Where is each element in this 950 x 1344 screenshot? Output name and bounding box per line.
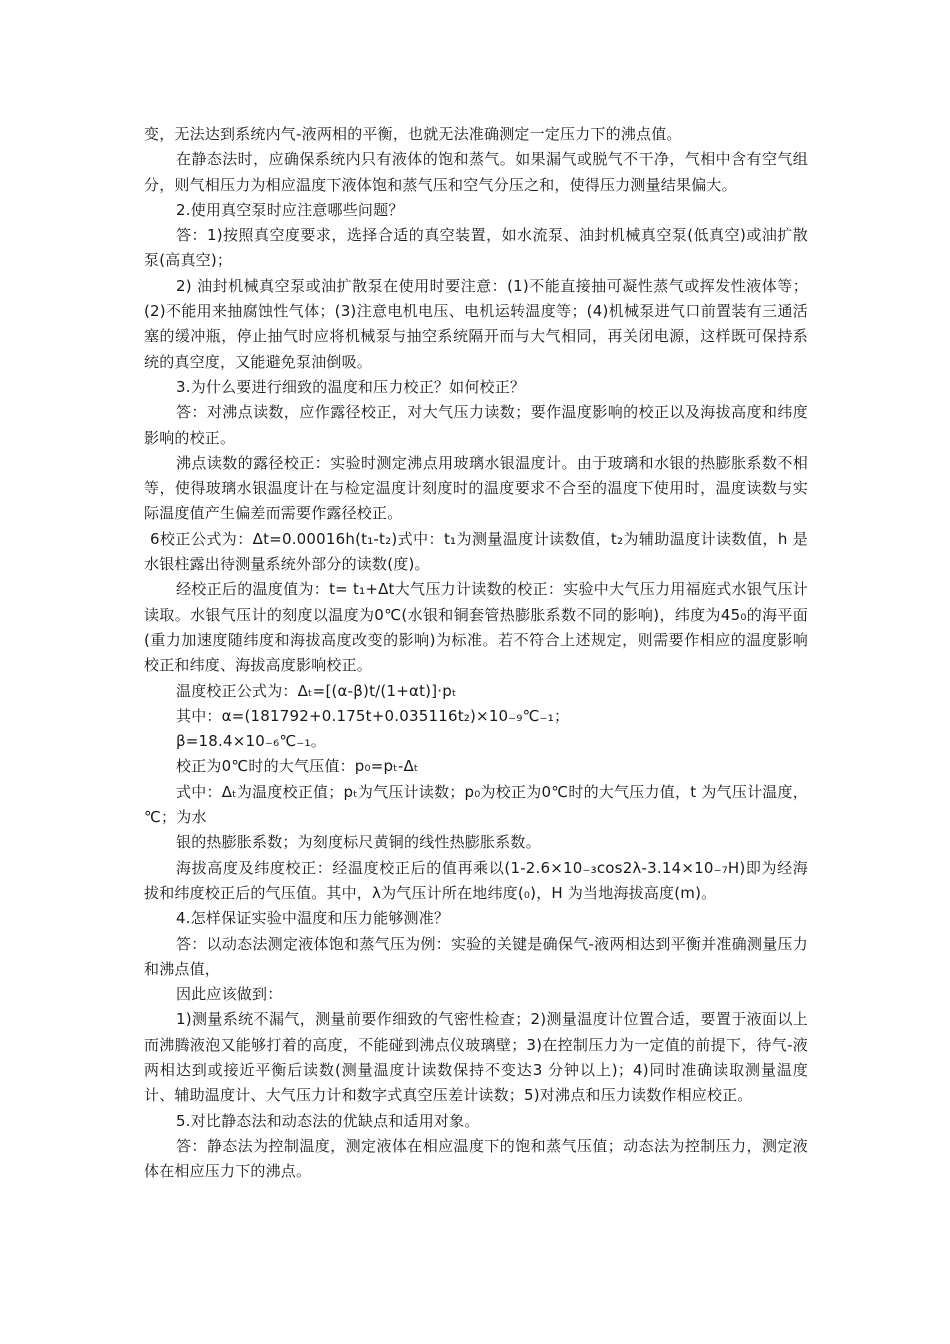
paragraph-correction-formula: 6校正公式为：Δt=0.00016h(t₁-t₂)式中：t₁为测量温度计读数值，t₂为辅助温度计读数值，h 是水银柱露出待测量系统外部分的读数(度)。 xyxy=(144,529,808,574)
formula-alpha: 其中：α=(181792+0.175t+0.035116t₂)×10₋₉℃₋₁； xyxy=(176,706,570,725)
question-2-heading: 2.使用真空泵时应注意哪些问题？ xyxy=(176,200,404,219)
paragraph-stem-correction: 沸点读数的露径校正：实验时测定沸点用玻璃水银温度计。由于玻璃和水银的热膨胀系数不相等，使得玻璃水银温度计在与检定温度计刻度时的温度要求不合至的温度下使用时，温度读数与实际温度值产生偏差而需要作露径校正。 xyxy=(144,453,808,523)
question-3-heading: 3.为什么要进行细致的温度和压力校正？如何校正？ xyxy=(176,377,526,396)
answer-4-intro: 答：以动态法测定液体饱和蒸气压为例：实验的关键是确保气-液两相达到平衡并准确测量压力和沸点值， xyxy=(144,934,808,978)
answer-4-steps: 1)测量系统不漏气，测量前要作细致的气密性检查；2)测量温度计位置合适，要置于液面以上而沸腾液泡又能够打着的高度，不能碰到沸点仪玻璃壁；3)在控制压力为一定值的前提下，待气-液两相达到或接近平衡后读数(测量温度计读数保持不变达3 分钟以上)；4)同时准确读取测量温度计、辅助温度计、大气压力计和数字式真空压差计读数；5)对沸点和压力读数作相应校正。 xyxy=(144,1010,808,1105)
paragraph-symbol-definitions: 式中：Δₜ为温度校正值；pₜ为气压计读数；p₀为校正为0℃时的大气压力值，t 为气压计温度，℃；为水 xyxy=(144,782,808,827)
answer-5: 答：静态法为控制温度，测定液体在相应温度下的饱和蒸气压值；动态法为控制压力，测定液体在相应压力下的沸点。 xyxy=(144,1136,808,1181)
paragraph-barometer-correction: 经校正后的温度值为：t= t₁+Δt大气压力计读数的校正：实验中大气压力用福庭式水银气压计读取。水银气压计的刻度以温度为0℃(水银和铜套管热膨胀系数不同的影响)，纬度为45₀的海平面(重力加速度随纬度和海拔高度改变的影响)为标准。若不符合上述规定，则需要作相应的温度影响校正和纬度、海拔高度影响校正。 xyxy=(144,580,808,675)
paragraph-continuation: 变，无法达到系统内气-液两相的平衡，也就无法准确测定一定压力下的沸点值。 xyxy=(144,125,682,143)
formula-p0: 校正为0℃时的大气压值：p₀=pₜ-Δₜ xyxy=(176,757,419,776)
question-4-heading: 4.怎样保证实验中温度和压力能够测准？ xyxy=(176,909,450,928)
paragraph-altitude-latitude: 海拔高度及纬度校正：经温度校正后的值再乘以(1-2.6×10₋₃cos2λ-3.14×10₋₇H)即为经海拔和纬度校正后的气压值。其中，λ为气压计所在地纬度(₀)，H 为当地海拔高度(m)。 xyxy=(144,858,808,902)
answer-4-therefore: 因此应该做到： xyxy=(176,985,283,1004)
question-5-heading: 5.对比静态法和动态法的优缺点和适用对象。 xyxy=(176,1111,480,1130)
formula-beta: β=18.4×10₋₆℃₋₁。 xyxy=(176,732,326,751)
answer-2-part-2: 2) 油封机械真空泵或油扩散泵在使用时要注意：(1)不能直接抽可凝性蒸气或挥发性液体等；(2)不能用来抽腐蚀性气体；(3)注意电机电压、电机运转温度等；(4)机械泵进气口前置装有三通活塞的缓冲瓶，停止抽气时应将机械泵与抽空系统隔开而与大气相同，再关闭电源，这样既可保持系统的真空度，又能避免泵油倒吸。 xyxy=(144,276,808,371)
formula-temperature-correction: 温度校正公式为：Δₜ=[(α-β)t/(1+αt)]·pₜ xyxy=(176,681,457,700)
answer-2-part-1: 答：1)按照真空度要求，选择合适的真空装置，如水流泵、油封机械真空泵(低真空)或油扩散泵(高真空)； xyxy=(144,226,808,270)
paragraph-static-method: 在静态法时，应确保系统内只有液体的饱和蒸气。如果漏气或脱气不干净，气相中含有空气组分，则气相压力为相应温度下液体饱和蒸气压和空气分压之和，使得压力测量结果偏大。 xyxy=(144,150,808,194)
paragraph-expansion-coefficients: 银的热膨胀系数；为刻度标尺黄铜的线性热膨胀系数。 xyxy=(176,833,541,852)
answer-3-intro: 答：对沸点读数，应作露径校正，对大气压力读数；要作温度影响的校正以及海拔高度和纬度影响的校正。 xyxy=(144,403,808,447)
